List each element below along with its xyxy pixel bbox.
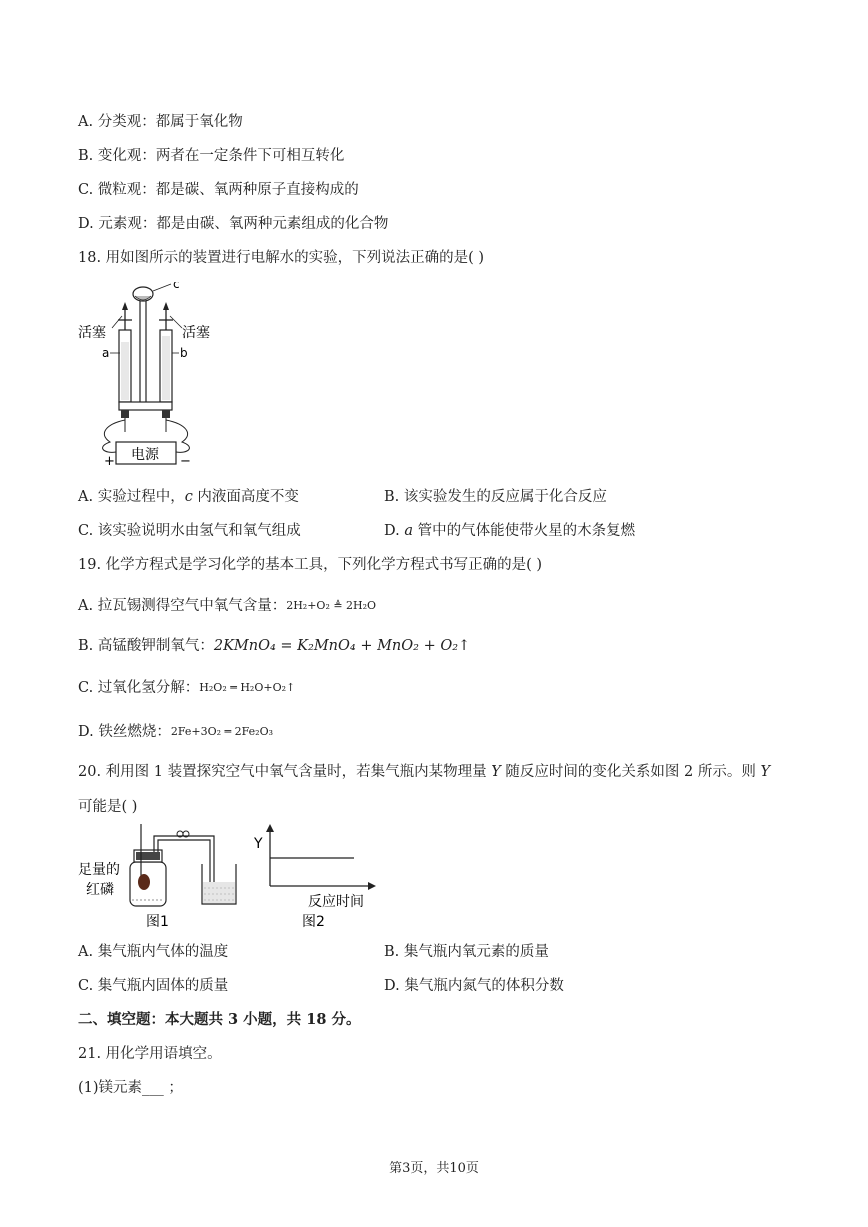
option-18c: C. 该实验说明水由氢气和氧气组成 [78,523,301,539]
section-heading: 二、填空题：本大题共 3 小题，共 18 分。 [78,1011,361,1028]
equation-19c: H₂O₂ ═ H₂O+O₂↑ [199,681,296,694]
option-20c: C. 集气瓶内固体的质量 [78,978,229,994]
fig2-caption: 图2 [302,914,325,930]
minus-sign: − [180,454,191,468]
label-a: a [102,346,110,360]
fig1-label-line1: 足量的 [78,862,120,878]
option-18d: D. a 管中的气体能使带火星的木条复燃 [384,523,636,539]
option-19c: C. 过氧化氢分解：H₂O₂ ═ H₂O+O₂↑ [78,680,296,696]
fig2-y-label: Y [254,836,263,852]
oxygen-experiment-figure [76,822,376,934]
page-footer: 第3页，共10页 [389,1161,479,1176]
valve-right-label: 活塞 [182,325,210,341]
option-20d: D. 集气瓶内氮气的体积分数 [384,978,564,994]
equation-19a: 2H₂+O₂ ≜ 2H₂O [286,599,377,612]
option-17c: C. 微粒观：都是碳、氧两种原子直接构成的 [78,182,359,198]
question-20-stem-line2: 可能是( ) [78,799,138,815]
question-18-stem: 18. 用如图所示的装置进行电解水的实验，下列说法正确的是( ) [78,250,485,266]
label-c: c [173,282,180,291]
electrolysis-figure [76,282,226,468]
equation-19d: 2Fe+3O₂ ═ 2Fe₂O₃ [170,725,274,738]
question-21-sub1: (1)镁元素___ ； [78,1080,183,1096]
label-b: b [180,346,188,360]
power-label: 电源 [131,447,159,463]
question-21-stem: 21. 用化学用语填空。 [78,1046,222,1062]
fig1-caption: 图1 [146,914,169,930]
option-19b: B. 高锰酸钾制氧气：2KMnO₄ = K₂MnO₄ + MnO₂ + O₂↑ [78,638,471,654]
question-19-stem: 19. 化学方程式是学习化学的基本工具，下列化学方程式书写正确的是( ) [78,557,543,573]
option-18b: B. 该实验发生的反应属于化合反应 [384,489,607,505]
option-17b: B. 变化观：两者在一定条件下可相互转化 [78,148,345,164]
valve-left-label: 活塞 [78,325,106,341]
option-19d: D. 铁丝燃烧：2Fe+3O₂ ═ 2Fe₂O₃ [78,724,274,740]
option-18a: A. 实验过程中，c 内液面高度不变 [78,489,299,505]
option-17d: D. 元素观：都是由碳、氧两种元素组成的化合物 [78,216,389,232]
option-20b: B. 集气瓶内氧元素的质量 [384,944,549,960]
option-20a: A. 集气瓶内气体的温度 [78,944,229,960]
equation-19b: 2KMnO₄ = K₂MnO₄ + MnO₂ + O₂↑ [213,638,471,654]
fig2-x-label: 反应时间 [308,894,364,910]
fig1-label-line2: 红磷 [86,882,114,898]
plus-sign: + [104,454,115,468]
option-17a: A. 分类观：都属于氧化物 [78,114,243,130]
option-19a: A. 拉瓦锡测得空气中氧气含量：2H₂+O₂ ≜ 2H₂O [78,598,377,614]
question-20-stem-line1: 20. 利用图 1 装置探究空气中氧气含量时，若集气瓶内某物理量 Y 随反应时间的变化关系如图 2 所示。则 Y [78,764,771,780]
